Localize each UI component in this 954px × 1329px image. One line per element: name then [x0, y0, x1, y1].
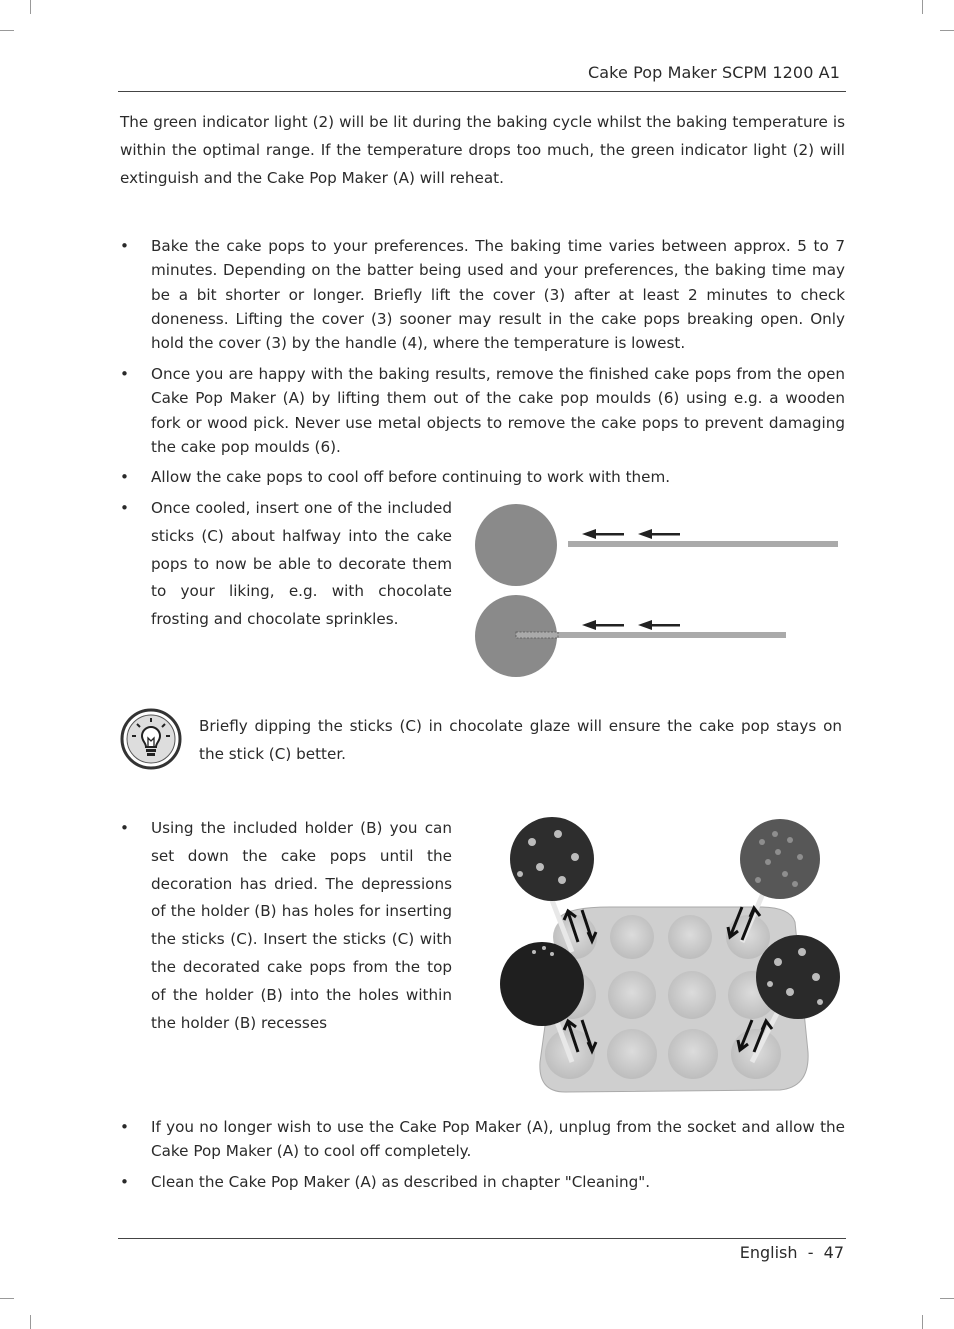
tip-text: Briefly dipping the sticks (C) in chocolate glaze will ensure the cake pop stays on the stick (C) better. — [199, 717, 842, 763]
bullet-text: Bake the cake pops to your preferences. The baking time varies between approx. 5 to 7 minutes. Depending on the batter being used and your preferences, the baking time may be a bit shorter or longer. Briefly lift the cover (3) after at least 2 minutes to check doneness. Lifting the cover (3) sooner may result in the cake pops breaking open. Only hold the cover (3) by the handle (4), where the temperature is lowest. — [151, 237, 845, 353]
bullet-text: Allow the cake pops to cool off before continuing to work with them. — [151, 468, 671, 486]
crop-mark — [30, 0, 31, 14]
crop-mark — [940, 1298, 954, 1299]
bullet-symbol: • — [120, 365, 129, 383]
bullet-symbol: • — [120, 1173, 129, 1191]
bullet-text: Once you are happy with the baking results, remove the finished cake pops from the open Cake Pop Maker (A) by lifting them out of the cake pop moulds (6) using e.g. a wooden fork or wood pick. Never use metal objects to remove the cake pops to prevent damaging the cake pop moulds (6). — [151, 365, 845, 456]
arrow-left-icon — [582, 620, 680, 630]
bullet-symbol: • — [120, 499, 129, 517]
lightbulb-tip-icon — [120, 708, 182, 770]
header-rule — [118, 91, 846, 92]
bullet-text: Once cooled, insert one of the included sticks (C) about halfway into the cake pops to now be able to decorate them to your liking, e.g. with chocolate frosting and chocolate sprinkles. — [151, 499, 452, 629]
crop-mark — [940, 30, 954, 31]
intro-paragraph: The green indicator light (2) will be lit during the baking cycle whilst the baking temperature is within the optimal range. If the temperature drops too much, the green indicator light (2) will extinguish and the Cake Pop Maker (A) will reheat. — [120, 113, 845, 187]
bullet-text: Clean the Cake Pop Maker (A) as described in chapter "Cleaning". — [151, 1173, 651, 1191]
stick-insertion-illustration — [470, 500, 842, 682]
crop-mark — [30, 1315, 31, 1329]
cake-pop-holder-illustration — [490, 812, 850, 1102]
arrow-left-icon — [582, 529, 680, 539]
stick — [516, 632, 786, 638]
cake-pop-ball — [475, 504, 557, 586]
crop-mark — [0, 30, 14, 31]
bullet-symbol: • — [120, 237, 129, 255]
bullet-symbol: • — [120, 1118, 129, 1136]
crop-mark — [922, 1315, 923, 1329]
bullet-text: If you no longer wish to use the Cake Pop Maker (A), unplug from the socket and allow the Cake Pop Maker (A) to cool off completely. — [151, 1118, 845, 1161]
running-header: Cake Pop Maker SCPM 1200 A1 — [587, 63, 840, 82]
crop-mark — [922, 0, 923, 14]
footer-rule — [118, 1238, 846, 1239]
bullet-symbol: • — [120, 468, 129, 486]
stick — [568, 541, 838, 547]
bullet-text: Using the included holder (B) you can set down the cake pops until the decoration has dried. The depressions of the holder (B) has holes for inserting the sticks (C). Insert the sticks (C) with the decorated cake pops from the top of the holder (B) into the holes within the holder (B) recesses — [151, 819, 452, 1032]
crop-mark — [0, 1298, 14, 1299]
bullet-symbol: • — [120, 819, 129, 837]
page-footer: English - 47 — [739, 1243, 844, 1262]
